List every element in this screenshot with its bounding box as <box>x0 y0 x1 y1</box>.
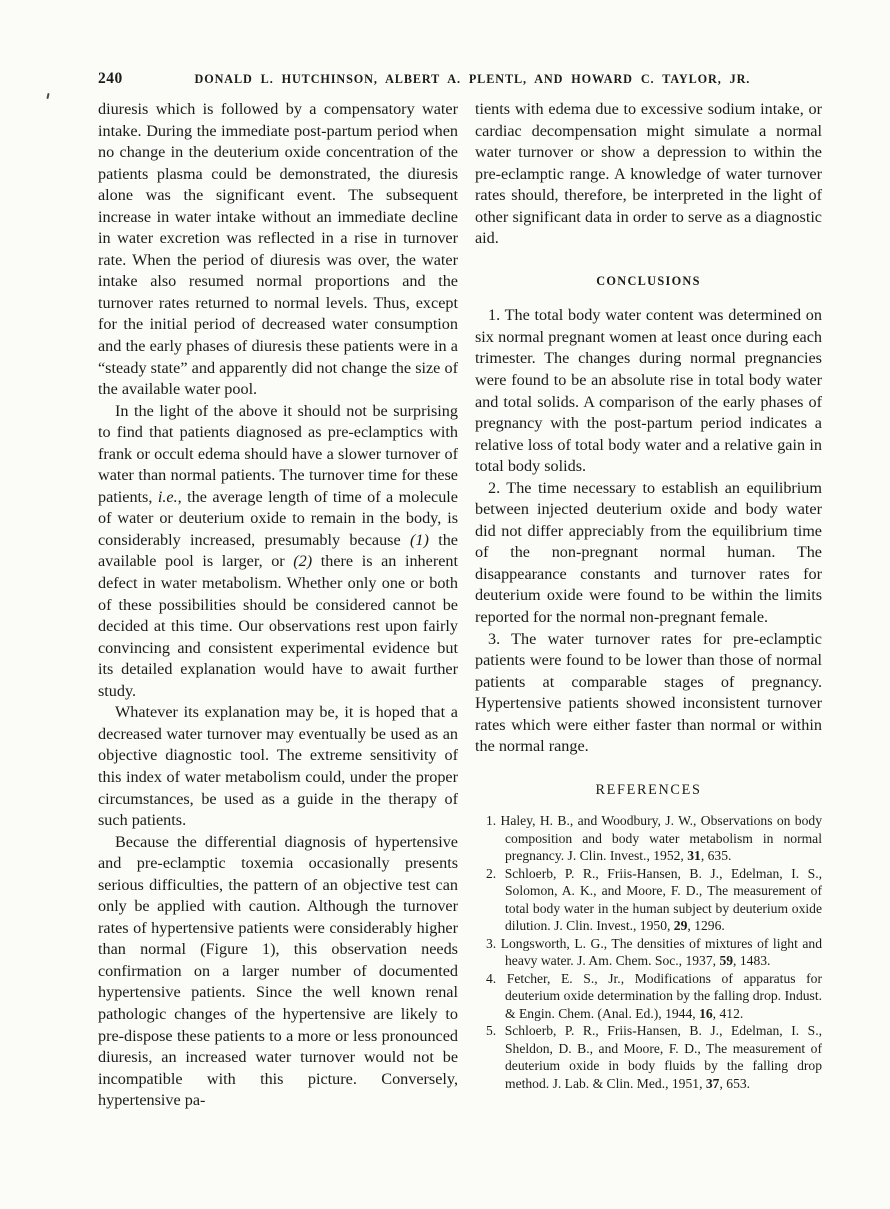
right-column <box>475 99 822 1112</box>
conclusion-item: 2. The time necessary to establish an equilibrium between injected deuterium oxide and body water did not differ appreciably from the equilibrium time of the non-pregnant normal human. The disappearance constants and turnover rates for deuterium oxide were found to be within the limits reported for the normal non-pregnant female. <box>475 478 822 627</box>
bold-volume-number: 29 <box>673 918 688 934</box>
conclusions-section <box>475 305 822 757</box>
reference-item: 5. Schloerb, P. R., Friis-Hansen, B. J., Edelman, I. S., Sheldon, D. B., and Moore, F. D., The measurement of deuterium oxide in body fluids by the falling drop method. J. Lab. & Clin. Med., 1951, 37, 653. <box>486 1023 822 1091</box>
page-number: 240 <box>98 70 123 87</box>
italic-text: (1) <box>410 530 429 549</box>
bold-volume-number: 37 <box>705 1075 720 1091</box>
references-list <box>475 812 822 1092</box>
scan-artifact-speck <box>46 93 49 99</box>
right-column-intro <box>475 99 822 250</box>
conclusions-heading: CONCLUSIONS <box>596 273 701 288</box>
paragraph: tients with edema due to excessive sodium intake, or cardiac decompensation might simulate a normal water turnover or show a depression to within the pre-eclamptic range. A knowledge of water turnover rates should, therefore, be interpreted in the light of other significant data in order to serve as a diagnostic aid. <box>475 100 822 248</box>
paragraph: Because the differential diagnosis of hypertensive and pre-eclamptic toxemia occasionally presents serious difficulties, the pattern of an objective test can only be applied with caution. Although the turnover rates of hypertensive patients were considerably higher than normal (Figure 1), this observation needs confirmation on a larger number of documented hypertensive patients. Since the well known renal pathologic changes of the hypertensive are likely to pre-dispose these patients to a more or less pronounced diuresis, an increased water turnover would not be incompatible with this picture. Conversely, hypertensive pa- <box>98 832 458 1110</box>
reference-item: 3. Longsworth, L. G., The densities of mixtures of light and heavy water. J. Am. Chem. Soc., 1937, 59, 1483. <box>486 935 822 969</box>
page-header <box>98 70 822 88</box>
reference-item: 2. Schloerb, P. R., Friis-Hansen, B. J., Edelman, I. S., Solomon, A. K., and Moore, F. D., The measurement of total body water in the human subject by deuterium oxide dilution. J. Clin. Invest., 1950, 29, 1296. <box>486 865 822 934</box>
left-column <box>98 99 458 1112</box>
running-head: DONALD L. HUTCHINSON, ALBERT A. PLENTL, AND HOWARD C. TAYLOR, JR. <box>194 72 751 86</box>
paragraph: Whatever its explanation may be, it is hoped that a decreased water turnover may eventually be used as an objective diagnostic tool. The extreme sensitivity of this index of water metabolism could, under the proper circumstances, be used as a guide in the therapy of such patients. <box>98 703 458 830</box>
conclusion-item: 3. The water turnover rates for pre-eclamptic patients were found to be lower than those of normal patients at comparable stages of pregnancy. Hypertensive patients showed inconsistent turnover rates which were either faster than normal or within the normal range. <box>475 629 822 756</box>
bold-volume-number: 31 <box>687 848 701 864</box>
reference-item: 1. Haley, H. B., and Woodbury, J. W., Observations on body composition and body water metabolism in normal pregnancy. J. Clin. Invest., 1952, 31, 635. <box>486 813 822 864</box>
bold-volume-number: 59 <box>719 953 734 969</box>
italic-text: (2) <box>293 552 313 571</box>
bold-volume-number: 16 <box>699 1005 713 1021</box>
two-column-body <box>98 99 822 1112</box>
paragraph: diuresis which is followed by a compensatory water intake. During the immediate post-partum period when no change in the deuterium oxide concentration of the patients plasma could be demonstrated, the diuresis alone was the significant event. The subsequent increase in water intake without an immediate decline in water excretion was reflected in a rise in turnover rate. When the period of diuresis was over, the water intake also resumed normal proportions and the turnover rates returned to normal levels. Thus, except for the initial period of decreased water consumption and the early phases of diuresis these patients were in a “steady state” and apparently did not change the size of the available water pool. <box>98 100 458 399</box>
paragraph: In the light of the above it should not be surprising to find that patients diagnosed as pre-eclamptics with frank or occult edema should have a slower turnover of water than normal patients. The turnover time for these patients, i.e., the average length of time of a molecule of water or deuterium oxide to remain in the body, is considerably increased, presumably because (1) the available pool is larger, or (2) there is an inherent defect in water metabolism. Whether only one or both of these possibilities should be considered cannot be decided at this time. Our observations rest upon fairly convincing and consistent experimental evidence but its detailed explanation would have to await further study. <box>98 401 459 700</box>
reference-item: 4. Fetcher, E. S., Jr., Modifications of apparatus for deuterium oxide determination by the falling drop. Indust. & Engin. Chem. (Anal. Ed.), 1944, 16, 412. <box>486 970 822 1021</box>
italic-text: i.e. <box>157 487 178 506</box>
references-heading: REFERENCES <box>595 781 702 798</box>
conclusion-item: 1. The total body water content was determined on six normal pregnant women at least once during each trimester. The changes during normal pregnancies were found to be an absolute rise in total body water and total solids. A comparison of the early phases of pregnancy with the post-partum period indicates a relative loss of total body water and a relative gain in total body solids. <box>475 306 822 476</box>
